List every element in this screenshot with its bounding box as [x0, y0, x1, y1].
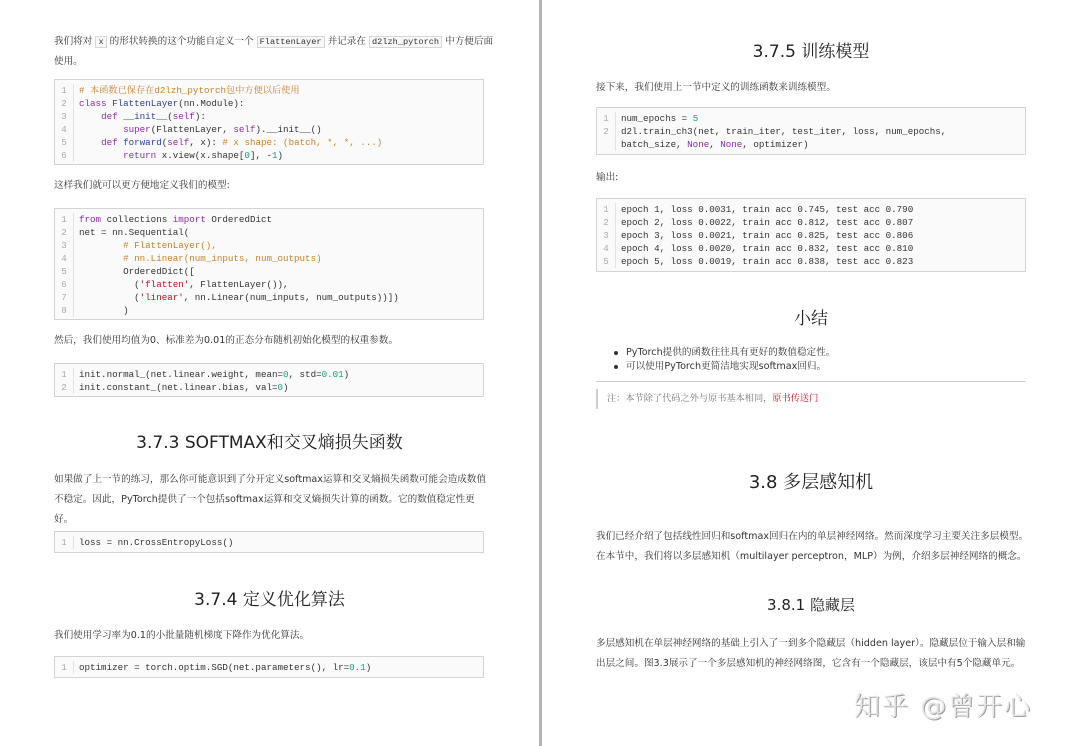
code-line: [55, 110, 483, 123]
code-text: num_epochs = 5: [621, 113, 699, 124]
heading-3-7-5: [542, 37, 1080, 62]
code-line: [55, 252, 483, 265]
code-block-sequential: [54, 208, 484, 320]
line-number: 6: [55, 149, 74, 162]
heading-text: 3.7.3 SOFTMAX和交叉熵损失函数: [136, 433, 403, 453]
heading-3-8-1: [542, 594, 1080, 615]
code-text: def forward(self, x): # x shape: (batch, *, *, ...): [101, 137, 383, 148]
text: 的形状转换的这个功能自定义一个: [106, 36, 257, 47]
code-text: # nn.Linear(num_inputs, num_outputs): [123, 253, 322, 264]
code-text: OrderedDict([: [79, 266, 195, 277]
code-line: [55, 213, 483, 226]
text: 不稳定。因此，PyTorch提供了一个包括softmax运算和交叉熵损失计算的函数。它的数值稳定性更: [54, 494, 475, 505]
code-text: epoch 1, loss 0.0031, train acc 0.745, test acc 0.790: [621, 204, 914, 215]
inline-code-flattenlayer: FlattenLayer: [257, 36, 325, 48]
line-number: 2: [55, 381, 74, 394]
heading-3-7-3: [0, 428, 539, 453]
line-number: 4: [55, 252, 74, 265]
summary-item: PyTorch提供的函数往往具有更好的数值稳定性。: [612, 346, 835, 360]
note-blockquote: [596, 389, 818, 409]
line-number: 2: [55, 97, 74, 110]
text: 出层之间。图3.3展示了一个多层感知机的神经网络图，它含有一个隐藏层，该层中有5个隐藏单元。: [596, 658, 1021, 669]
line-number: 8: [55, 304, 74, 317]
line-number: 1: [55, 661, 74, 674]
code-line: [55, 265, 483, 278]
text: 我们将对: [54, 36, 96, 47]
code-line: [597, 216, 1025, 229]
code-block-train: [596, 107, 1026, 155]
line-number: 3: [597, 229, 616, 242]
code-text: ): [79, 305, 129, 316]
heading-text: 小结: [794, 309, 828, 329]
intro-paragraph: [54, 32, 494, 72]
code-text: epoch 4, loss 0.0020, train acc 0.832, test acc 0.810: [621, 243, 914, 254]
code-text: ('linear', nn.Linear(num_inputs, num_outputs))]): [79, 292, 399, 303]
line-number: 5: [55, 136, 74, 149]
code-block-output: [596, 198, 1026, 272]
code-line: [55, 304, 483, 317]
paragraph-init-weights: 然后，我们使用均值为0、标准差为0.01的正态分布随机初始化模型的权重参数。: [54, 335, 399, 346]
line-number: 1: [597, 203, 616, 216]
line-number: 3: [55, 239, 74, 252]
text: 使用。: [54, 56, 83, 67]
line-number: 1: [597, 112, 616, 125]
code-text: optimizer = torch.optim.SGD(net.parameters(), lr=0.1): [79, 662, 372, 673]
code-line: [55, 536, 483, 549]
code-text: init.constant_(net.linear.bias, val=0): [79, 382, 289, 393]
code-line: [55, 149, 483, 162]
code-block-init: [54, 363, 484, 397]
code-line: [597, 229, 1025, 242]
paragraph-softmax: [54, 470, 494, 530]
line-number: 1: [55, 213, 74, 226]
heading-summary: [542, 304, 1080, 329]
line-number: [597, 138, 616, 151]
code-text: def __init__(self):: [101, 111, 206, 122]
code-text: batch_size, None, None, optimizer): [621, 139, 809, 150]
code-block-loss: [54, 531, 484, 553]
text: 多层感知机在单层神经网络的基础上引入了一到多个隐藏层（hidden layer）。隐藏层位于输入层和输: [596, 638, 1026, 649]
code-text: epoch 2, loss 0.0022, train acc 0.812, test acc 0.807: [621, 217, 914, 228]
code-block-optimizer: [54, 656, 484, 678]
line-number: 4: [597, 242, 616, 255]
code-line: [55, 239, 483, 252]
code-text: from collections import OrderedDict: [79, 214, 273, 225]
code-line: [597, 242, 1025, 255]
heading-3-7-4: [0, 585, 539, 610]
left-page: [0, 0, 539, 746]
heading-3-8: [542, 468, 1080, 494]
code-line: [55, 123, 483, 136]
line-number: 7: [55, 291, 74, 304]
code-text: # FlattenLayer(),: [123, 240, 217, 251]
original-book-link[interactable]: 原书传送门: [772, 393, 819, 404]
code-block-flattenlayer: [54, 79, 484, 165]
code-line: [55, 661, 483, 674]
paragraph-define-model: 这样我们就可以更方便地定义我们的模型:: [54, 180, 230, 191]
line-number: 1: [55, 84, 74, 97]
zhihu-watermark: 知乎 @曾开心: [854, 692, 1033, 722]
code-line: [55, 368, 483, 381]
code-line: [55, 226, 483, 239]
text: 如果做了上一节的练习，那么你可能意识到了分开定义softmax运算和交叉熵损失函数可能会造成数值: [54, 474, 487, 485]
output-label: 输出:: [596, 172, 619, 183]
code-text: init.normal_(net.linear.weight, mean=0, std=0.01): [79, 369, 350, 380]
code-line: [597, 125, 1025, 138]
code-text: class FlattenLayer(nn.Module):: [79, 98, 245, 109]
code-text: return x.view(x.shape[0], -1): [123, 150, 284, 161]
summary-item: 可以使用PyTorch更简洁地实现softmax回归。: [612, 360, 835, 374]
text: 我们已经介绍了包括线性回归和softmax回归在内的单层神经网络。然而深度学习主要关注多层模型。: [596, 531, 1029, 542]
note-text: 注：本节除了代码之外与原书基本相同，: [607, 393, 773, 404]
line-number: 5: [597, 255, 616, 268]
code-text: d2l.train_ch3(net, train_iter, test_iter, loss, num_epochs,: [621, 126, 947, 137]
line-number: 3: [55, 110, 74, 123]
heading-text: 3.7.4 定义优化算法: [194, 590, 345, 610]
code-text: ('flatten', FlattenLayer()),: [79, 279, 289, 290]
text: 在本节中，我们将以多层感知机（multilayer perceptron，MLP）为例，介绍多层神经网络的概念。: [596, 551, 1027, 562]
text: 中方便后面: [442, 36, 494, 47]
line-number: 1: [55, 536, 74, 549]
line-number: 2: [597, 125, 616, 138]
line-number: 2: [597, 216, 616, 229]
code-text: epoch 3, loss 0.0021, train acc 0.825, test acc 0.806: [621, 230, 914, 241]
line-number: 1: [55, 368, 74, 381]
line-number: 4: [55, 123, 74, 136]
horizontal-rule: [596, 381, 1026, 382]
paragraph-hidden-layer: [596, 634, 1046, 674]
line-number: 2: [55, 226, 74, 239]
code-text: loss = nn.CrossEntropyLoss(): [79, 537, 234, 548]
code-line: [597, 138, 1025, 151]
code-line: [597, 203, 1025, 216]
code-line: [55, 84, 483, 97]
code-text: # 本函数已保存在d2lzh_pytorch包中方便以后使用: [79, 85, 300, 96]
inline-code-x: x: [95, 36, 106, 48]
code-line: [55, 278, 483, 291]
line-number: 6: [55, 278, 74, 291]
code-text: epoch 5, loss 0.0019, train acc 0.838, test acc 0.823: [621, 256, 914, 267]
code-line: [597, 112, 1025, 125]
code-line: [55, 136, 483, 149]
heading-text: 3.8 多层感知机: [748, 472, 874, 493]
right-page: [542, 0, 1080, 746]
code-line: [55, 97, 483, 110]
code-line: [597, 255, 1025, 268]
heading-text: 3.8.1 隐藏层: [767, 596, 855, 614]
paragraph-train: 接下来，我们使用上一节中定义的训练函数来训练模型。: [596, 82, 836, 93]
code-text: net = nn.Sequential(: [79, 227, 190, 238]
summary-list: [612, 346, 835, 374]
text: 好。: [54, 514, 74, 525]
code-line: [55, 381, 483, 394]
code-text: super(FlattenLayer, self).__init__(): [123, 124, 322, 135]
heading-text: 3.7.5 训练模型: [752, 42, 870, 62]
paragraph-optimizer: 我们使用学习率为0.1的小批量随机梯度下降作为优化算法。: [54, 630, 310, 641]
inline-code-d2lzh: d2lzh_pytorch: [369, 36, 442, 48]
paragraph-mlp-intro: [596, 527, 1046, 567]
text: 并记录在: [324, 36, 369, 47]
line-number: 5: [55, 265, 74, 278]
code-line: [55, 291, 483, 304]
